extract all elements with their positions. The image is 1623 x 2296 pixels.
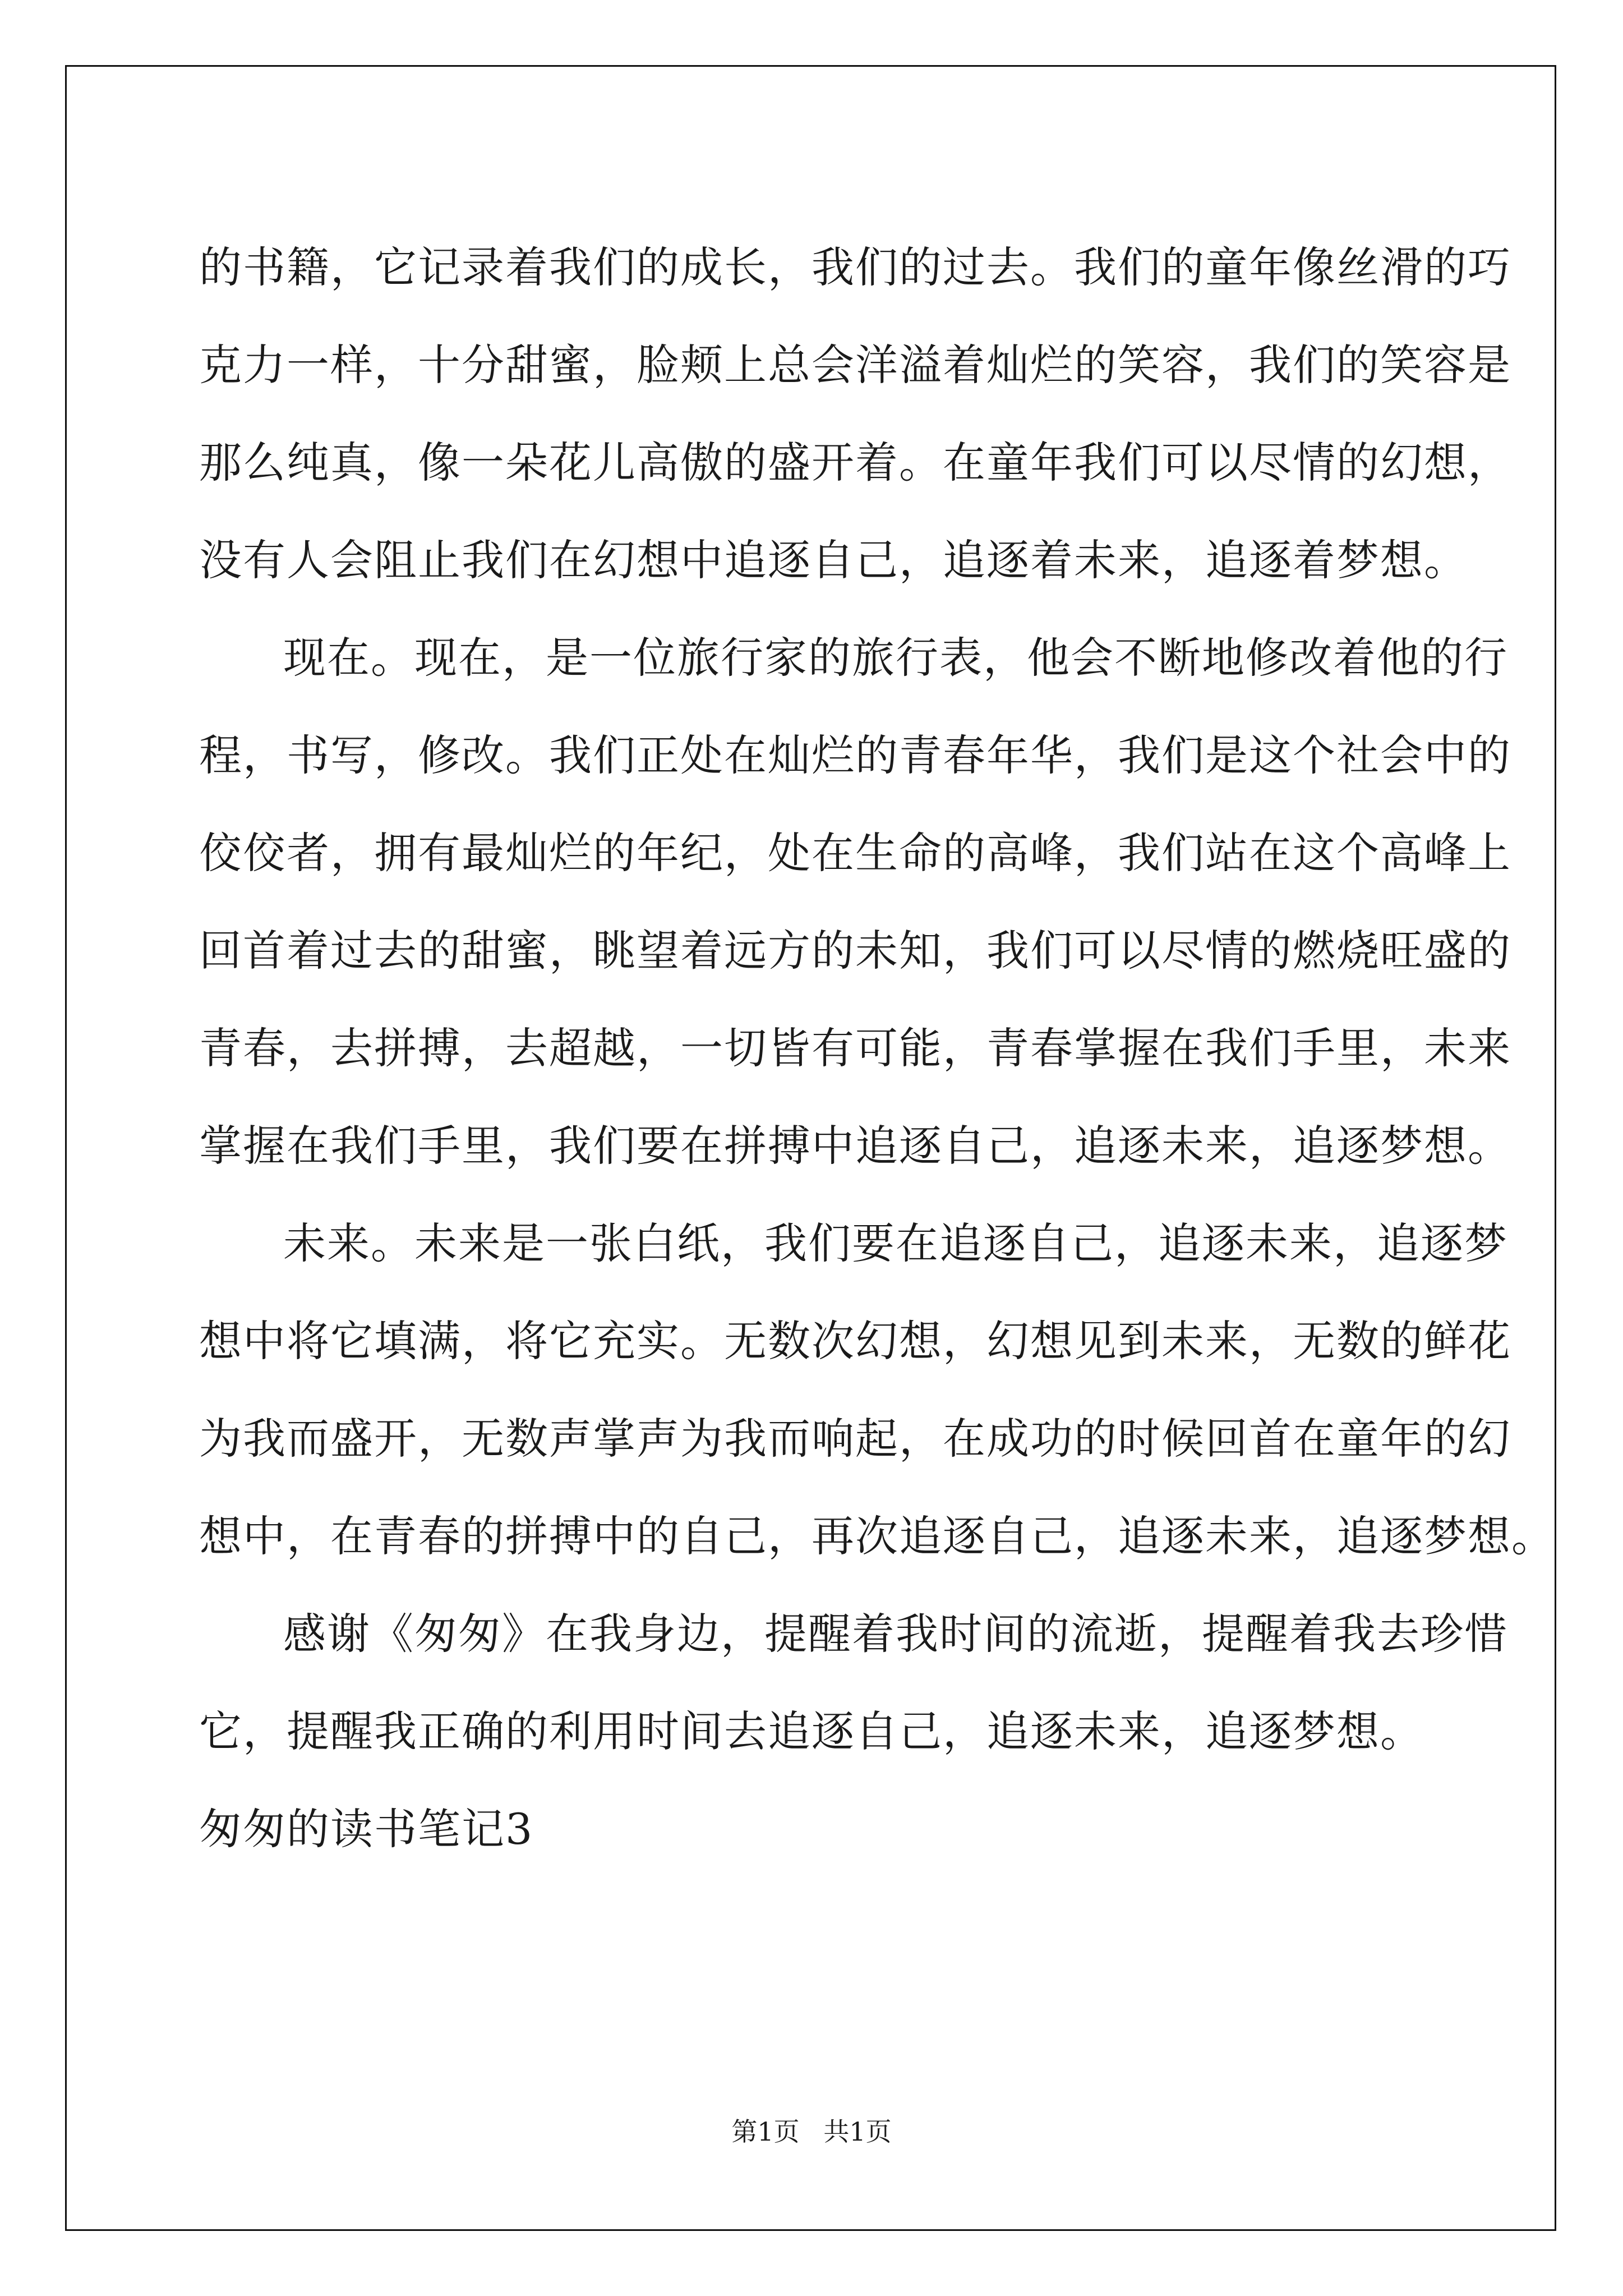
- paragraph-line: 现在。现在，是一位旅行家的旅行表，他会不断地修改着他的行: [283, 633, 1508, 683]
- paragraph-line: 没有人会阻止我们在幻想中追逐自己，追逐着未来，追逐着梦想。: [199, 535, 1468, 585]
- document-body: [199, 219, 1555, 1878]
- page-footer: [0, 2115, 1623, 2148]
- paragraph-line: 想中将它填满，将它充实。无数次幻想，幻想见到未来，无数的鲜花: [199, 1316, 1511, 1366]
- paragraph-line: 克力一样，十分甜蜜，脸颊上总会洋溢着灿烂的笑容，我们的笑容是: [199, 340, 1511, 390]
- page-number: 第1页: [731, 2116, 800, 2147]
- paragraph-line: 为我而盛开，无数声掌声为我而响起，在成功的时候回首在童年的幻: [199, 1414, 1511, 1464]
- paragraph-line: 程，书写，修改。我们正处在灿烂的青春年华，我们是这个社会中的: [199, 730, 1511, 780]
- paragraph-line: 回首着过去的甜蜜，眺望着远方的未知，我们可以尽情的燃烧旺盛的: [199, 926, 1511, 976]
- paragraph-line: 想中，在青春的拼搏中的自己，再次追逐自己，追逐未来，追逐梦想。: [199, 1511, 1555, 1561]
- paragraph-line: 那么纯真，像一朵花儿高傲的盛开着。在童年我们可以尽情的幻想，: [199, 438, 1511, 487]
- page-total: 共1页: [823, 2116, 892, 2147]
- section-heading: 匆匆的读书笔记3: [199, 1804, 534, 1854]
- paragraph-line: 掌握在我们手里，我们要在拼搏中追逐自己，追逐未来，追逐梦想。: [199, 1121, 1511, 1171]
- paragraph-line: 佼佼者，拥有最灿烂的年纪，处在生命的高峰，我们站在这个高峰上: [199, 828, 1511, 878]
- paragraph-line: 未来。未来是一张白纸，我们要在追逐自己，追逐未来，追逐梦: [283, 1218, 1508, 1268]
- paragraph-line: 青春，去拼搏，去超越，一切皆有可能，青春掌握在我们手里，未来: [199, 1023, 1511, 1073]
- paragraph-line: 感谢《匆匆》在我身边，提醒着我时间的流逝，提醒着我去珍惜: [283, 1609, 1508, 1659]
- paragraph-line: 它，提醒我正确的利用时间去追逐自己，追逐未来，追逐梦想。: [199, 1706, 1424, 1756]
- paragraph-line: 的书籍，它记录着我们的成长，我们的过去。我们的童年像丝滑的巧: [199, 242, 1511, 292]
